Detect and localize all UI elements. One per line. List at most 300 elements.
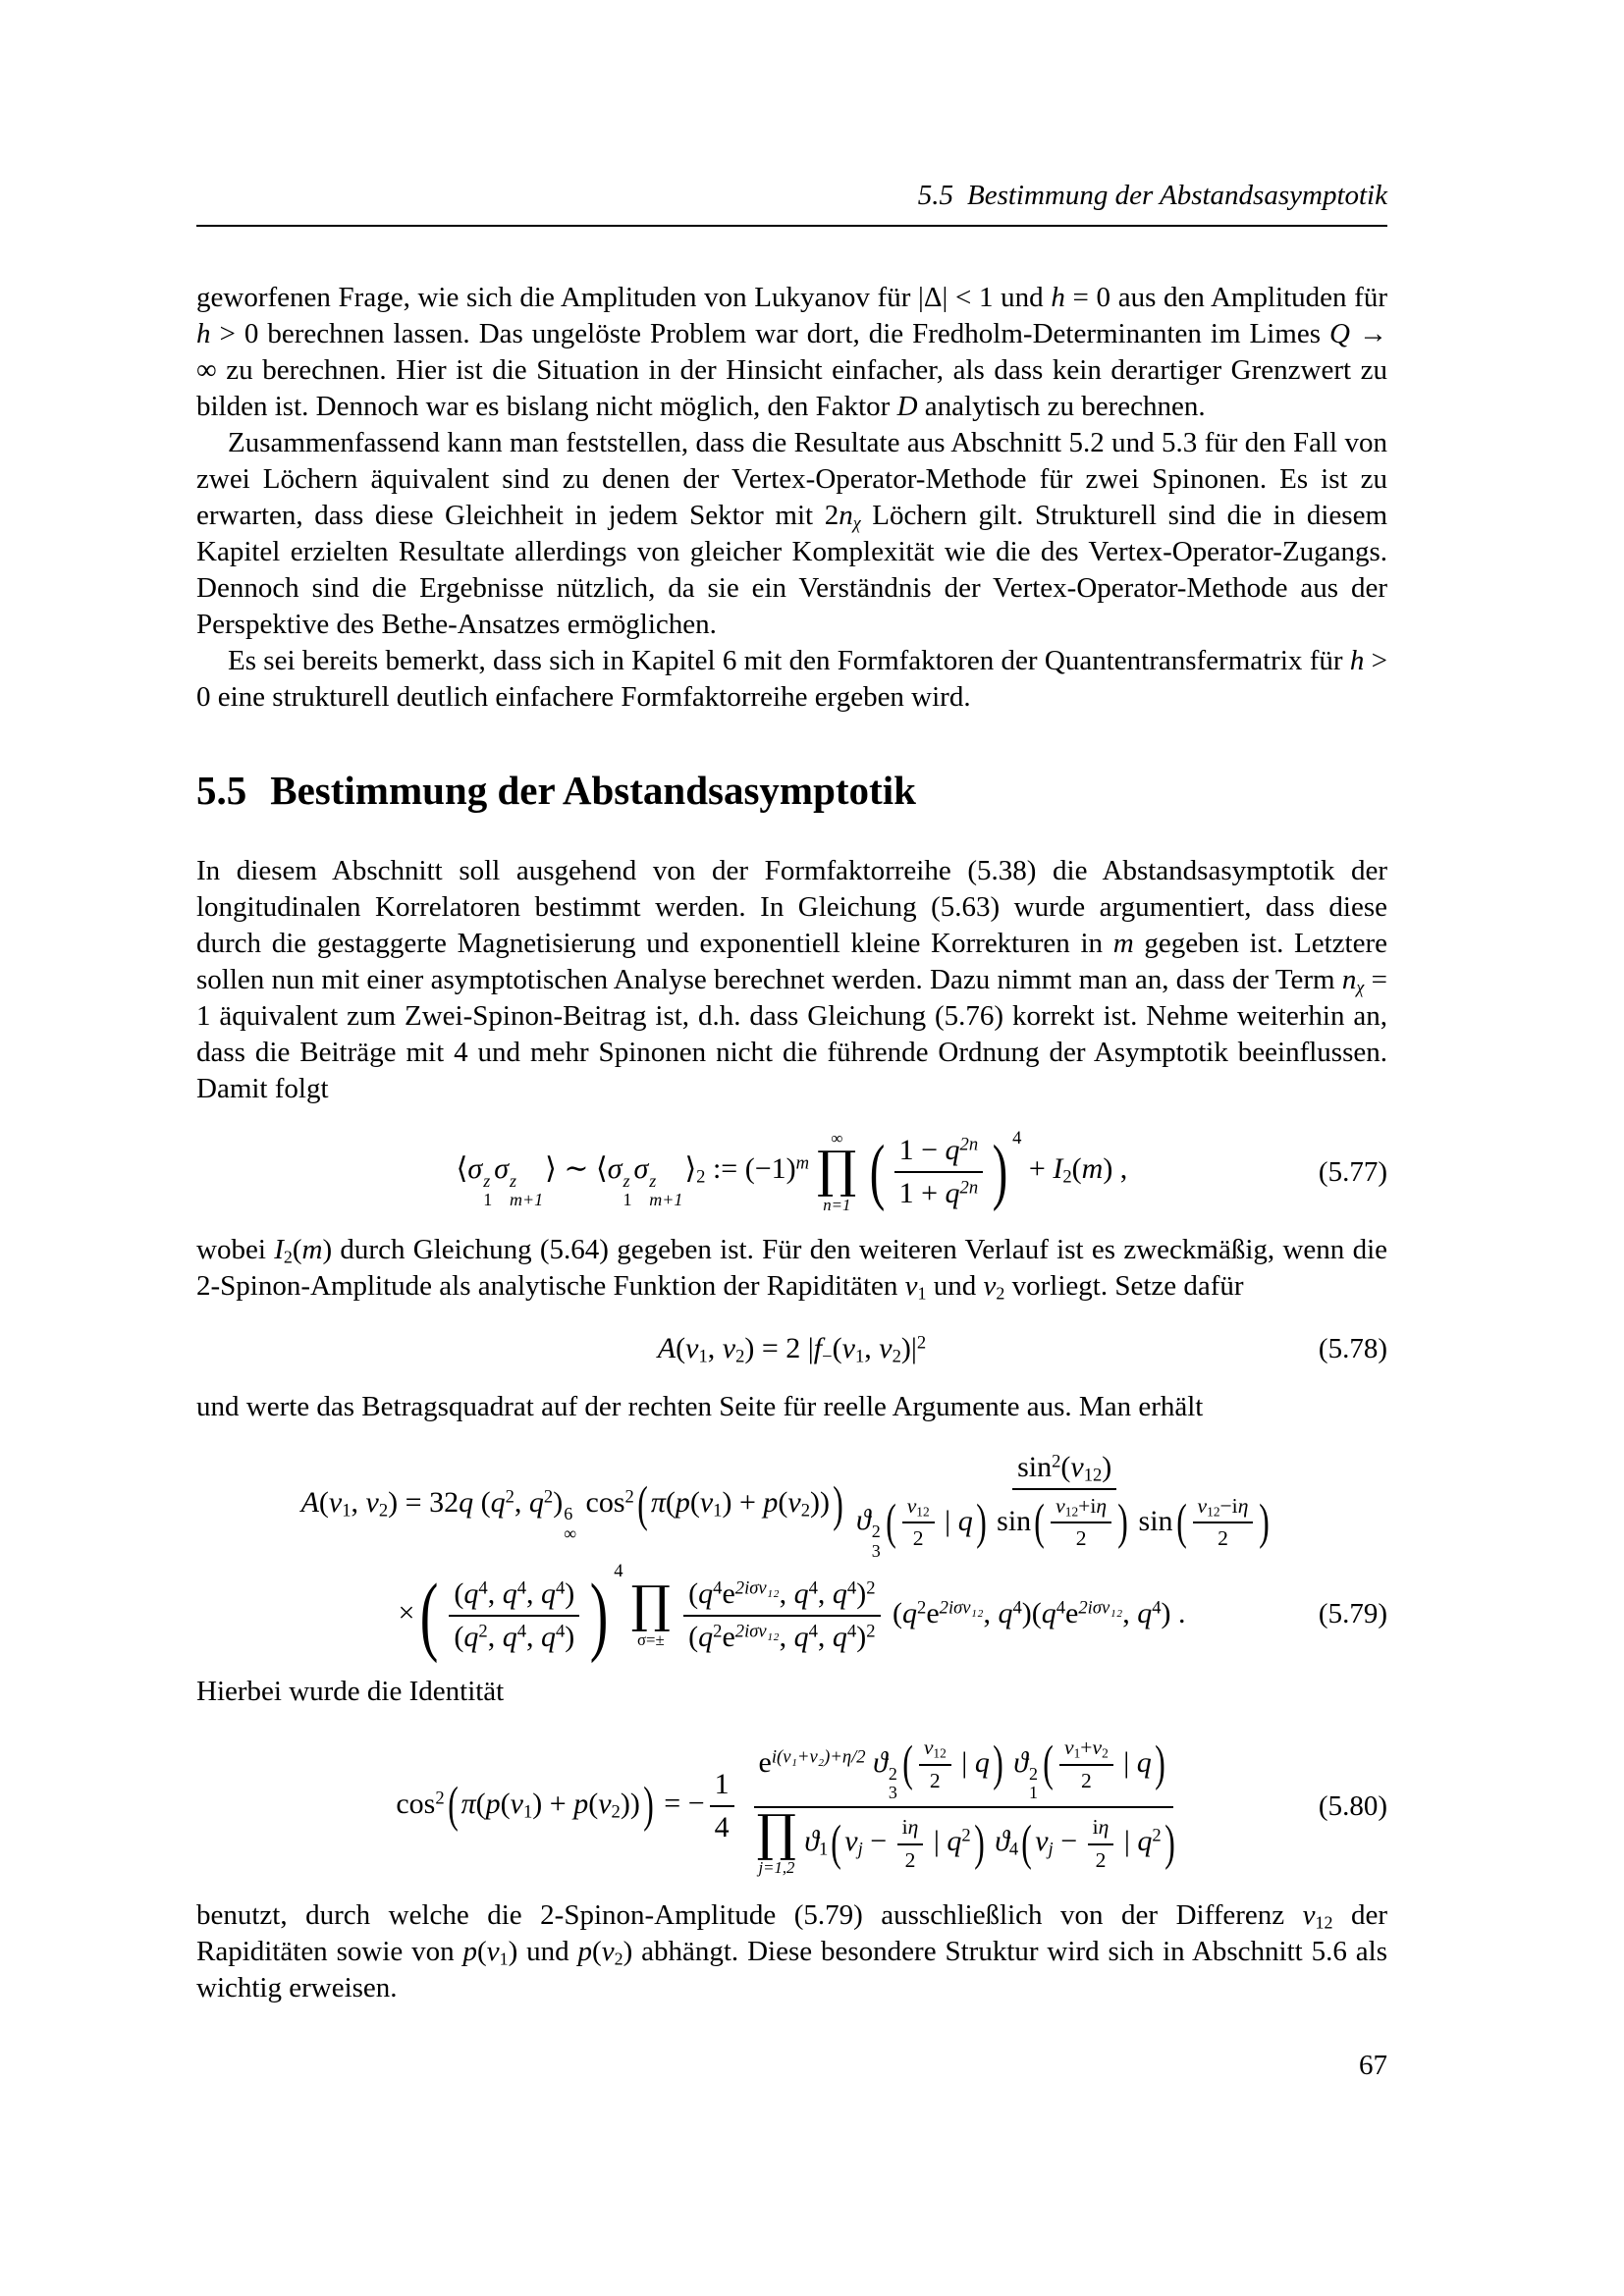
equation-number: (5.77)	[1318, 1155, 1387, 1188]
seg: +	[1080, 1735, 1093, 1759]
seg: 12	[916, 1503, 930, 1519]
exponent: 4	[1012, 1128, 1022, 1149]
left-paren: (	[637, 1476, 648, 1532]
seg: 2iσν₁₂	[1078, 1597, 1123, 1619]
section-heading	[196, 767, 1387, 814]
seg: = 1 äquivalent zum Zwei-Spinon-Beitrag ist, d.h. dass Gleichung (5.76) korrekt ist. Nehme weiterhin an, dass die Beiträge mit 4 und mehr Spinonen nicht die führende Ordnung der Asymptotik beeinflussen. Damit folgt	[196, 964, 1387, 1104]
seg: D	[896, 391, 918, 422]
seg: ν	[841, 1332, 855, 1365]
seg: ,	[351, 1486, 366, 1520]
left-paren: (	[831, 1815, 842, 1871]
seg: vorliegt. Setze dafür	[1004, 1270, 1244, 1303]
seg: ν	[1064, 1735, 1074, 1759]
fraction-denominator: 2	[1075, 1526, 1087, 1551]
seg: 4	[556, 1621, 566, 1642]
seg: p	[485, 1787, 501, 1820]
theta4	[995, 1825, 1019, 1861]
seg: 4	[846, 1621, 857, 1642]
seg: p	[577, 1936, 593, 1968]
seg: 1 −	[898, 1133, 946, 1166]
seg: 1	[698, 1346, 708, 1367]
seg: (	[477, 1936, 487, 1968]
seg: ) ,	[1103, 1152, 1128, 1186]
right-paren: )	[992, 1130, 1008, 1212]
fraction-denominator: 2	[1080, 1768, 1092, 1792]
seg: > 0 eine strukturell deutlich einfachere Formfaktorreihe ergeben wird.	[196, 645, 1387, 713]
seg: 4	[846, 1577, 857, 1599]
seg: 2 1	[1029, 1763, 1039, 1803]
eq580-lhs-inner	[460, 1787, 640, 1823]
right-paren: )	[643, 1778, 654, 1834]
main-fraction	[744, 1734, 1183, 1879]
seg: 1	[522, 1801, 533, 1823]
seg: (	[1060, 1450, 1071, 1483]
fraction-denominator: 2	[1218, 1526, 1228, 1551]
fraction-numerator	[1059, 1735, 1113, 1766]
seg: 2	[283, 1247, 293, 1267]
seg: ) .	[1161, 1596, 1186, 1629]
running-header-title: Bestimmung der Abstandsasymptotik	[967, 180, 1387, 211]
bar-q	[954, 1746, 990, 1779]
seg: := (−1)	[705, 1152, 796, 1186]
seg: 2	[378, 1500, 389, 1522]
seg: 4	[1008, 1840, 1019, 1861]
fraction-denominator	[851, 1490, 1277, 1563]
seg: z m+1	[509, 1170, 544, 1209]
seg: ,	[779, 1620, 794, 1653]
seg: ,	[983, 1596, 999, 1629]
seg: 4	[1012, 1597, 1022, 1619]
seg: ν	[510, 1787, 523, 1820]
seg: 6 ∞	[564, 1504, 577, 1543]
seg: σ	[633, 1152, 649, 1186]
theta3-squared	[855, 1504, 883, 1561]
seg: Löchern gilt. Strukturell sind die in diesem Kapitel erzielten Resultate allerdings von gleicher Komplexität wie die des Vertex-Operator-Zugangs. Dennoch sind die Ergebnisse nützlich, da sie ein Verständnis der Vertex-Operator-Methode aus der Perspektive des Bethe-Ansatzes ermöglichen.	[196, 500, 1388, 640]
product-lower-limit: n=1	[823, 1195, 851, 1214]
eq579-tail	[886, 1597, 1186, 1629]
product-lower-limit: j=1,2	[758, 1858, 795, 1878]
small-fraction	[1088, 1814, 1114, 1875]
seg: q	[502, 1576, 517, 1610]
right-paren: )	[1117, 1494, 1128, 1550]
right-paren: )	[833, 1476, 843, 1532]
seg: σ	[494, 1152, 509, 1186]
seg: I	[1053, 1152, 1063, 1186]
seg: z m+1	[649, 1170, 683, 1209]
seg: 1	[1073, 1745, 1081, 1761]
seg: ν	[906, 1493, 917, 1518]
seg: 2iσν₁₂	[939, 1597, 984, 1619]
seg: 2	[917, 1597, 927, 1619]
seg: ,	[817, 1576, 833, 1610]
nu-j-minus	[1035, 1825, 1085, 1861]
seg: 2	[713, 1621, 723, 1642]
seg: q	[945, 1176, 960, 1209]
seg: ν	[1070, 1450, 1084, 1483]
seg: ⟨	[456, 1152, 468, 1186]
seg: (	[454, 1620, 464, 1653]
seg: q	[1137, 1825, 1153, 1858]
seg: q	[459, 1486, 474, 1520]
seg: Es sei bereits bemerkt, dass sich in Kapitel 6 mit den Formfaktoren der Quantentransfermatrix für	[228, 645, 1350, 676]
seg: )	[565, 1620, 575, 1653]
small-fraction	[1193, 1493, 1254, 1554]
theta1-squared	[1013, 1745, 1040, 1803]
seg: ν	[1035, 1825, 1049, 1858]
seg: 2	[961, 1826, 971, 1847]
seg: m	[795, 1153, 810, 1175]
seg: 1	[917, 1283, 927, 1304]
seg: 1 +	[898, 1176, 946, 1209]
seg: 2	[611, 1801, 621, 1823]
running-header	[196, 180, 1387, 227]
seg: σ	[467, 1152, 483, 1186]
seg: −i	[1219, 1493, 1238, 1518]
left-paren: (	[1021, 1815, 1032, 1871]
seg: (	[688, 1576, 699, 1610]
seg: ν	[328, 1486, 343, 1520]
seg: n	[839, 500, 853, 531]
fraction-denominator: 4	[714, 1810, 730, 1843]
seg: |	[1116, 1825, 1138, 1858]
seg: 2	[1062, 1167, 1072, 1189]
seg: 2	[696, 1167, 706, 1189]
seg: e	[722, 1576, 735, 1610]
fraction-numerator	[754, 1734, 1173, 1808]
seg: I	[274, 1234, 284, 1266]
seg: |	[1115, 1745, 1137, 1779]
fraction-denominator: 2	[912, 1526, 924, 1551]
seg: e	[926, 1596, 940, 1629]
seg: der Rapiditäten sowie von	[196, 1899, 1387, 1968]
seg: ))	[620, 1787, 640, 1820]
seg: Zusammenfassend kann man feststellen, dass die Resultate aus Abschnitt 5.2 und 5.3 für den Fall von zwei Löchern äquivalent sind zu denen der Vertex-Operator-Methode für zwei Spinonen. Es ist zu erwarten, dass diese Gleichheit in jedem Sektor mit 2	[196, 427, 1387, 531]
product-operator	[817, 1129, 857, 1214]
seg: m	[1081, 1152, 1104, 1186]
sin-label: sin	[1138, 1504, 1173, 1537]
seg: A	[300, 1486, 319, 1520]
seg: (	[475, 1787, 486, 1820]
eq577-tail	[1021, 1152, 1128, 1189]
bar-q	[1116, 1746, 1152, 1779]
seg: 2	[1152, 1826, 1162, 1847]
seg: q	[957, 1504, 973, 1537]
seg: (	[588, 1787, 599, 1820]
fraction-numerator	[1051, 1493, 1111, 1524]
seg: 2	[435, 1788, 445, 1809]
seg: f	[813, 1332, 823, 1365]
equation-5-80	[196, 1734, 1387, 1879]
seg: q	[947, 1825, 962, 1858]
seg: 4	[808, 1577, 818, 1599]
theta1	[804, 1825, 829, 1861]
seg: ,	[487, 1576, 503, 1610]
bar-q-squared	[926, 1825, 970, 1857]
seg: und	[926, 1270, 984, 1303]
fraction-numerator	[894, 1132, 984, 1173]
seg: e	[722, 1620, 735, 1653]
paragraph-4	[196, 853, 1387, 1107]
seg: j	[857, 1840, 863, 1861]
equation-number: (5.80)	[1318, 1789, 1387, 1822]
fraction	[851, 1449, 1277, 1563]
fraction-numerator	[897, 1814, 924, 1845]
right-paren: )	[973, 1815, 985, 1871]
seg: q	[698, 1576, 714, 1610]
seg: ,	[817, 1620, 833, 1653]
seg: ν	[486, 1936, 500, 1968]
section-title: Bestimmung der Abstandsasymptotik	[270, 768, 916, 813]
product-symbol: ∏	[630, 1576, 672, 1635]
seg: 1	[713, 1500, 723, 1522]
text-column	[196, 0, 1387, 2006]
seg: cos	[396, 1787, 436, 1820]
fraction-numerator	[902, 1493, 935, 1524]
seg: wobei	[196, 1234, 275, 1266]
seg: ν	[365, 1486, 379, 1520]
seg: (	[454, 1576, 464, 1610]
left-paren: (	[1043, 1736, 1054, 1792]
seg: +i	[1078, 1493, 1097, 1518]
seg: ,	[487, 1620, 503, 1653]
seg: (	[473, 1486, 491, 1520]
seg: q	[945, 1133, 960, 1166]
seg: ν	[983, 1270, 997, 1303]
seg: 2	[800, 1500, 811, 1522]
seg: 1	[499, 1949, 509, 1969]
seg: q	[793, 1576, 809, 1610]
small-fraction	[902, 1493, 935, 1554]
seg: ϑ	[873, 1745, 888, 1779]
seg: ,	[779, 1576, 794, 1610]
seg: )|	[900, 1332, 917, 1365]
seg: q	[541, 1576, 556, 1610]
seg: ν	[1092, 1735, 1103, 1759]
seg: 4	[556, 1577, 566, 1599]
seg: (	[1071, 1152, 1082, 1186]
seg: i(ν₁+ν₂)+η/2	[771, 1746, 866, 1768]
seg: p	[462, 1936, 478, 1968]
one-quarter-fraction	[710, 1766, 734, 1846]
seg: |	[926, 1825, 947, 1858]
seg: 2	[478, 1621, 488, 1642]
left-paren: (	[420, 1566, 439, 1664]
seg: )	[856, 1620, 867, 1653]
fraction	[449, 1575, 579, 1656]
bar-q	[938, 1504, 973, 1536]
seg: j	[1048, 1840, 1054, 1861]
seg: 4	[808, 1621, 818, 1642]
seg: ) und	[508, 1936, 578, 1968]
seg: 2	[543, 1487, 554, 1509]
seg: ϑ	[855, 1504, 871, 1537]
page-number: 67	[1359, 2050, 1387, 2081]
seg: η	[1237, 1493, 1249, 1518]
seg: h	[1349, 645, 1365, 676]
seg: q	[998, 1596, 1013, 1629]
seg: ν	[844, 1825, 858, 1858]
product-symbol: ∏	[756, 1804, 797, 1863]
times-sign: ×	[398, 1596, 415, 1629]
equation-number: (5.78)	[1318, 1332, 1387, 1364]
fraction-numerator	[1088, 1814, 1114, 1845]
seg: e	[758, 1745, 772, 1779]
seg: (	[832, 1332, 842, 1365]
seg: (	[676, 1332, 686, 1365]
seg: −	[822, 1346, 833, 1367]
seg: )	[856, 1576, 867, 1610]
seg: 2iσν₁₂	[734, 1621, 780, 1642]
eq578-body	[657, 1332, 927, 1367]
seg: ϑ	[995, 1825, 1009, 1858]
seg: q	[463, 1620, 479, 1653]
seg: ) +	[722, 1486, 764, 1520]
fraction-numerator	[1193, 1493, 1254, 1524]
seg: |	[953, 1745, 975, 1779]
paragraph-7	[196, 1674, 1387, 1710]
seg: z 1	[623, 1170, 632, 1209]
seg: Q	[1329, 318, 1350, 349]
left-paren: (	[1034, 1494, 1045, 1550]
seg: 2	[1052, 1451, 1061, 1472]
small-fraction	[1059, 1735, 1113, 1795]
left-paren: (	[1175, 1494, 1187, 1550]
seg: 4	[713, 1577, 723, 1599]
seg: sin	[1017, 1450, 1053, 1483]
small-fraction	[1051, 1493, 1111, 1554]
seg: (	[292, 1234, 302, 1266]
paragraph-5	[196, 1232, 1387, 1305]
fraction-numerator	[919, 1735, 951, 1766]
seg: 4	[1152, 1597, 1162, 1619]
seg: A	[657, 1332, 677, 1365]
seg: ν	[923, 1735, 934, 1759]
seg: 2	[505, 1487, 514, 1509]
right-paren: )	[1164, 1815, 1175, 1871]
fraction	[683, 1575, 880, 1656]
seg: 2 3	[871, 1522, 881, 1561]
seg: cos	[578, 1486, 625, 1520]
fraction	[894, 1132, 984, 1212]
seg: η	[1098, 1814, 1110, 1839]
bar-q-squared	[1116, 1825, 1161, 1857]
seg: 12	[933, 1745, 947, 1761]
product-symbol: ∏	[817, 1142, 857, 1201]
seg: ⟩ ∼ ⟨	[545, 1152, 608, 1186]
equation-5-79-line1	[196, 1449, 1387, 1563]
right-paren: )	[993, 1736, 1003, 1792]
fraction-numerator	[1012, 1449, 1116, 1490]
seg: )	[565, 1576, 575, 1610]
left-paren: (	[869, 1130, 885, 1212]
seg: q	[832, 1620, 847, 1653]
fraction-denominator	[744, 1804, 1183, 1879]
seg: η	[1096, 1493, 1108, 1518]
fraction-denominator	[449, 1617, 579, 1656]
seg: h	[196, 318, 211, 349]
seg: ν	[1197, 1493, 1208, 1518]
seg: 2	[892, 1346, 901, 1367]
fraction-numerator	[449, 1575, 579, 1617]
seg: ν	[904, 1270, 918, 1303]
paragraph-6	[196, 1389, 1387, 1425]
seg: +	[1021, 1152, 1054, 1186]
section-number: 5.5	[196, 768, 247, 813]
seg: −	[1053, 1825, 1085, 1858]
seg: q	[832, 1576, 847, 1610]
seg: gegeben ist. Letztere sollen nun mit einer asymptotischen Analyse berechnet werden. Dazu nimmt man an, dass der Term	[196, 928, 1387, 995]
eq577-lhs	[456, 1152, 810, 1209]
theta3-squared	[873, 1745, 899, 1803]
running-header-number: 5.5	[917, 180, 953, 211]
seg: ) abhängt. Diese besondere Struktur wird sich in Abschnitt 5.6 als wichtig erweisen.	[196, 1936, 1387, 2004]
product-lower-limit: σ=±	[637, 1629, 665, 1649]
eq579-l1b	[650, 1486, 830, 1522]
seg: 2	[614, 1949, 623, 1969]
product-operator	[756, 1804, 797, 1878]
seg: h	[1051, 282, 1065, 313]
seg: benutzt, durch welche die 2-Spinon-Amplitude (5.79) ausschließlich von der Differenz	[196, 1899, 1303, 1932]
paragraph-2	[196, 425, 1387, 643]
seg: = 0 aus den Amplituden für	[1064, 282, 1387, 313]
seg: ν	[1302, 1899, 1316, 1932]
seg: ,	[526, 1576, 541, 1610]
seg: 1	[854, 1346, 865, 1367]
seg: 2	[1102, 1745, 1109, 1761]
equation-5-79-line2	[196, 1561, 1387, 1664]
seg: q	[1041, 1596, 1056, 1629]
seg: ν	[879, 1332, 893, 1365]
seg: i	[901, 1814, 908, 1839]
seg: q	[698, 1620, 714, 1653]
seg: ))	[810, 1486, 830, 1520]
right-paren: )	[1259, 1494, 1271, 1550]
seg: (	[778, 1486, 788, 1520]
seg: (	[689, 1486, 700, 1520]
seg: ν	[1056, 1493, 1065, 1518]
seg: (	[500, 1787, 511, 1820]
right-paren: )	[1155, 1736, 1165, 1792]
nu-j-minus	[844, 1825, 894, 1861]
seg: (	[592, 1936, 602, 1968]
eq580-lhs	[396, 1788, 444, 1820]
seg: 2	[866, 1577, 876, 1599]
seg: 12	[1064, 1503, 1079, 1519]
seg: 4	[516, 1621, 526, 1642]
fraction-denominator: 2	[904, 1847, 916, 1872]
sin-label: sin	[997, 1504, 1032, 1537]
seg: 1	[342, 1500, 352, 1522]
equation-5-77	[196, 1129, 1387, 1214]
seg: ⟩	[684, 1152, 697, 1186]
seg: 12	[1207, 1503, 1220, 1519]
seg: ) +	[532, 1787, 574, 1820]
equals-minus: = −	[656, 1787, 705, 1820]
seg: z 1	[483, 1170, 493, 1209]
left-paren: (	[885, 1494, 896, 1550]
seg: ) durch Gleichung (5.64) gegeben ist. Für den weiteren Verlauf ist es zweckmäßig, wenn die 2-Spinon-Amplitude als analytische Funktion der Rapiditäten	[196, 1234, 1388, 1303]
seg: π	[650, 1486, 666, 1520]
seg: 12	[1315, 1912, 1333, 1933]
seg: −	[862, 1825, 894, 1858]
seg: n	[1341, 964, 1357, 995]
seg: ) = 2 |	[744, 1332, 814, 1365]
seg: e	[1065, 1596, 1079, 1629]
seg: q	[1137, 1596, 1153, 1629]
equation-number: (5.79)	[1318, 1598, 1387, 1629]
seg: ,	[526, 1620, 541, 1653]
seg: 2 3	[888, 1763, 897, 1803]
